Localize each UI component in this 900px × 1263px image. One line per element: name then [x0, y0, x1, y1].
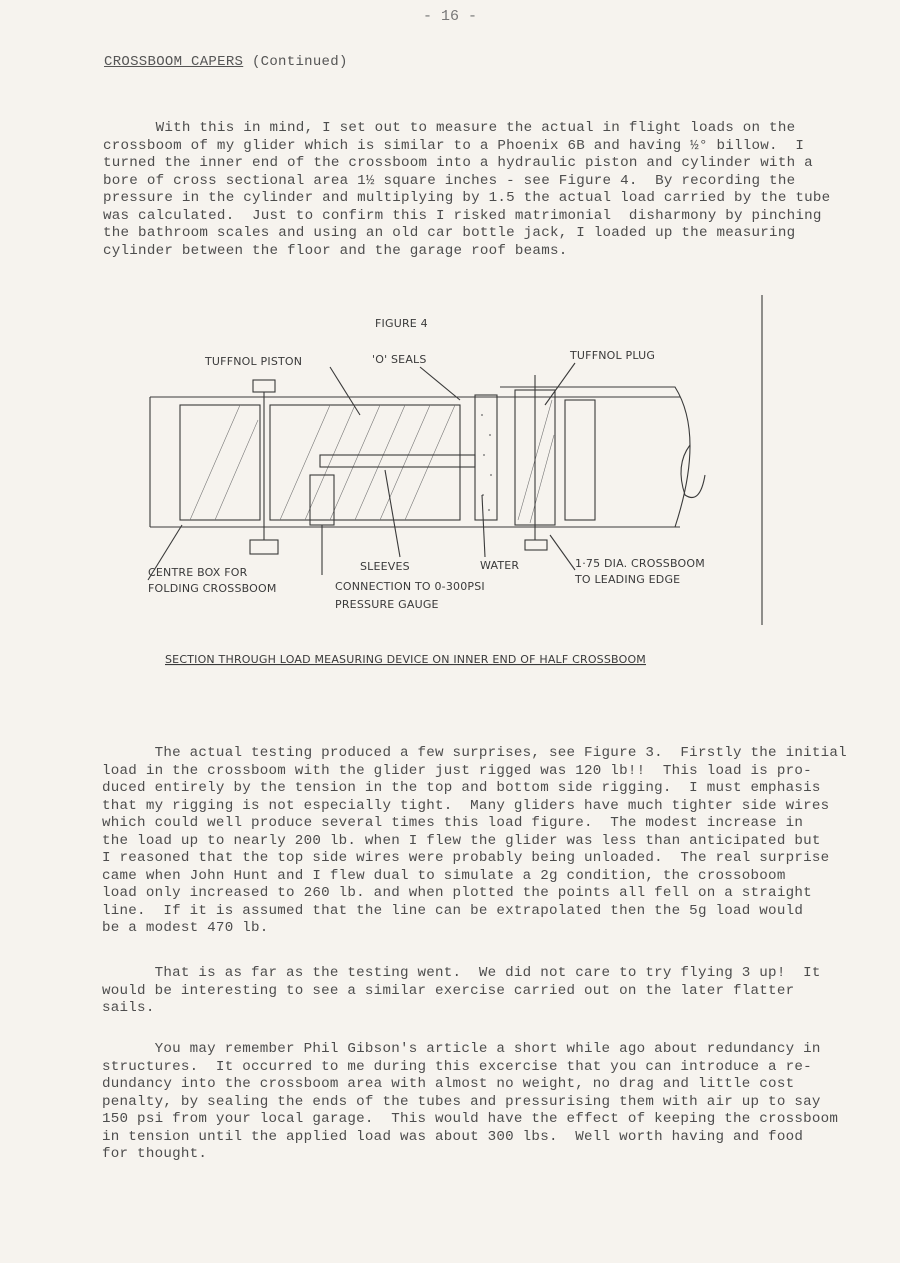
label-tuffnol-plug: TUFFNOL PLUG — [570, 349, 656, 362]
water-dots — [481, 414, 492, 511]
leader-sleeves — [385, 470, 400, 557]
piston-hatching — [190, 405, 455, 520]
heading-title: CROSSBOOM CAPERS — [104, 54, 244, 70]
paragraph-redundancy: You may remember Phil Gibson's article a short while ago about redundancy in structures. It occurred to me during this excercise that you can introduce a re- dundancy into the crossboom area with almost no weight, no drag and little cost penalty, by sealing the ends of the tubes and pressurising them with air up to say 150 psi from your local garage. This would have the effect of keeping the crossboom in tension until the applied load was about 300 lbs. Well worth having and food for thought. — [102, 1041, 839, 1162]
label-crossboom-line1: 1·75 DIA. CROSSBOOM — [575, 557, 705, 570]
label-pressure-gauge: PRESSURE GAUGE — [335, 598, 439, 611]
leader-crossboom — [550, 535, 575, 570]
sleeve — [320, 455, 475, 467]
bolt-nut — [250, 540, 278, 554]
paragraph-testing-results: The actual testing produced a few surprises, see Figure 3. Firstly the initial load in the crossboom with the glider just rigged was 120 lb!! This load is pro- duced entirely by the tension in the top and bottom side rigging. I must emphasis that my rigging is not especially tight. Many gliders have much tighter side wires which could well produce several times this load figure. The modest increase in the load up to nearly 200 lb. when I flew the glider was less than anticipated but I reasoned that the top side wires were probably being unloaded. The real surprise came when John Hunt and I flew dual to simulate a 2g condition, the crossoboom load only increased to 260 lb. and when plotted the points all fell on a straight line. If it is assumed that the line can be extrapolated then the 5g load would be a modest 470 lb. — [102, 745, 847, 936]
figure-caption: SECTION THROUGH LOAD MEASURING DEVICE ON INNER END OF HALF CROSSBOOM — [165, 653, 646, 666]
leader-plug — [545, 363, 575, 405]
bolt-head-top — [253, 380, 275, 392]
plug-hatching — [518, 400, 554, 523]
heading-subtitle: (Continued) — [251, 54, 348, 70]
label-tuffnol-piston: TUFFNOL PISTON — [205, 355, 303, 368]
load-device-section-drawing — [120, 295, 780, 685]
paragraph-measurement-setup: With this in mind, I set out to measure the actual in flight loads on the crossboom of my glider which is similar to a Phoenix 6B and having ½° billow. I turned the inner end of the crossboom into a hydraulic piston and cylinder with a bore of cross sectional area 1½ square inches - see Figure 4. By recording the pressure in the cylinder and multiplying by 1.5 the actual load carried by the tube was calculated. Just to confirm this I risked matrimonial disharmony by pinching the bathroom scales and using an old car bottle jack, I loaded up the measuring cylinder between the floor and the garage roof beams. — [103, 120, 831, 259]
label-water: WATER — [480, 559, 520, 572]
label-centre-box-line1: CENTRE BOX FOR — [148, 566, 248, 579]
leader-piston — [330, 367, 360, 415]
leader-seals — [420, 367, 460, 400]
centre-box-block — [180, 405, 260, 520]
label-centre-box-line2: FOLDING CROSSBOOM — [148, 582, 277, 595]
plug-bolt-nut — [525, 540, 547, 550]
figure-title: FIGURE 4 — [375, 317, 428, 330]
page-number: - 16 - — [422, 8, 477, 25]
section-heading — [104, 54, 348, 70]
water-chamber — [475, 395, 497, 520]
label-connection: CONNECTION TO 0-300PSI — [335, 580, 485, 593]
label-crossboom-line2: TO LEADING EDGE — [575, 573, 681, 586]
label-sleeves: SLEEVES — [360, 560, 410, 573]
figure-4-diagram — [120, 295, 780, 685]
plug-ring — [565, 400, 595, 520]
leader-water — [482, 495, 485, 557]
label-o-seals: 'O' SEALS — [372, 353, 427, 366]
paragraph-testing-limits: That is as far as the testing went. We did not care to try flying 3 up! It would be interesting to see a similar exercise carried out on the later flatter sails. — [102, 965, 821, 1016]
tuffnol-piston — [270, 405, 460, 520]
